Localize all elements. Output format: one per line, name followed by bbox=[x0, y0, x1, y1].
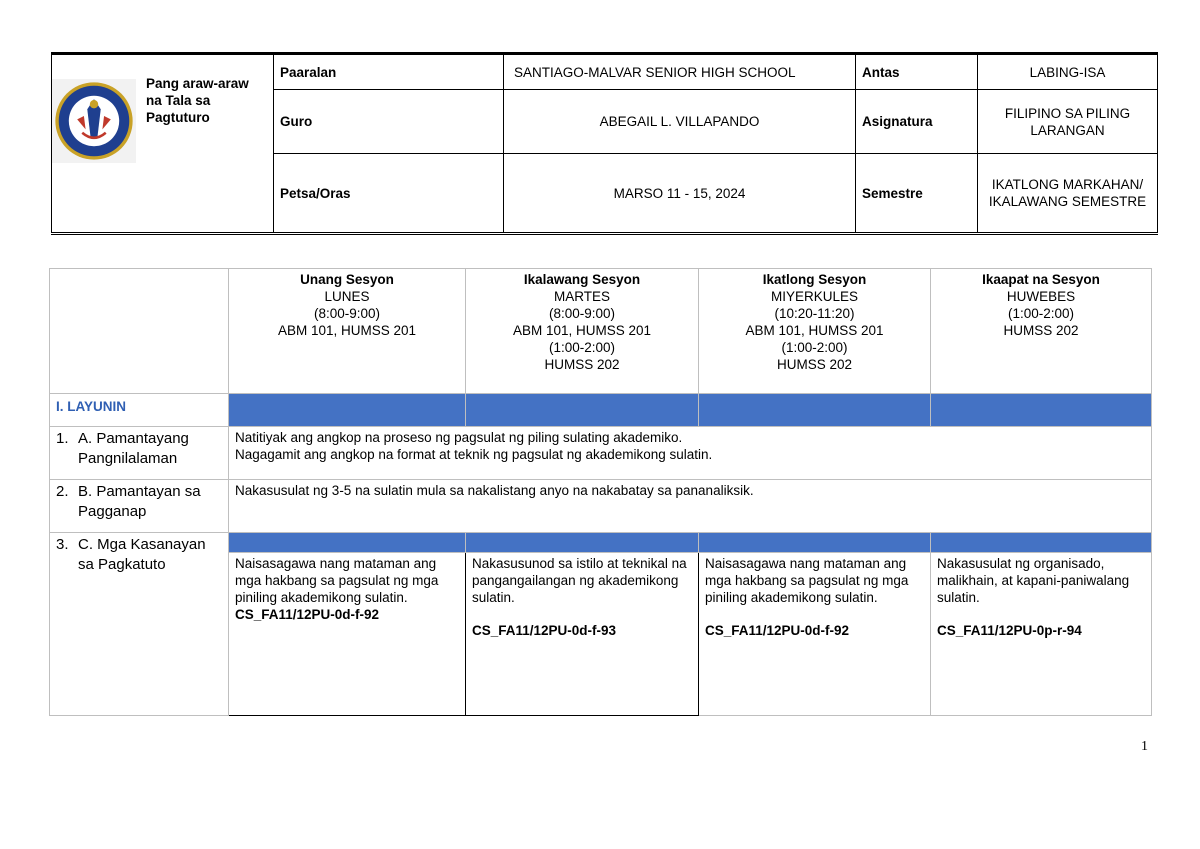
session-cell bbox=[229, 269, 466, 394]
label-asignatura: Asignatura bbox=[856, 90, 978, 154]
session-line: HUMSS 202 bbox=[1003, 323, 1079, 338]
session-line: ABM 101, HUMSS 201 bbox=[512, 323, 652, 338]
section-band bbox=[931, 533, 1152, 553]
item-label: C. Mga Kasanayan sa Pagkatuto bbox=[78, 536, 206, 573]
session-line: HUMSS 202 bbox=[776, 357, 853, 372]
competency-code: CS_FA11/12PU-0d-f-92 bbox=[235, 607, 380, 622]
competency-cell bbox=[699, 553, 931, 716]
competency-cell bbox=[466, 553, 699, 716]
session-line: (1:00-2:00) bbox=[781, 340, 848, 355]
item-number: 3. bbox=[56, 536, 69, 553]
session-title: Ikatlong Sesyon bbox=[762, 272, 867, 287]
section-band bbox=[466, 533, 699, 553]
deped-seal-icon bbox=[52, 79, 136, 163]
item-label: A. Pamantayang Pangnilalaman bbox=[78, 430, 189, 467]
competency-cell bbox=[931, 553, 1152, 716]
session-cell bbox=[931, 269, 1152, 394]
section-band bbox=[699, 394, 931, 427]
section-band bbox=[699, 533, 931, 553]
session-line: (10:20-11:20) bbox=[774, 306, 855, 321]
lesson-table bbox=[49, 268, 1152, 716]
item-row bbox=[50, 480, 1152, 533]
session-line: ABM 101, HUMSS 201 bbox=[745, 323, 884, 338]
document-title: Pang araw-araw na Tala sa Pagtuturo bbox=[146, 76, 249, 125]
item-number: 1. bbox=[56, 430, 69, 447]
header-table bbox=[51, 52, 1158, 235]
value-paaralan: SANTIAGO-MALVAR SENIOR HIGH SCHOOL bbox=[504, 54, 856, 90]
item-text-line: Nagagamit ang angkop na format at teknik ng pagsulat ng akademikong sulatin. bbox=[235, 447, 713, 462]
value-antas: LABING-ISA bbox=[978, 54, 1158, 90]
session-line: (8:00-9:00) bbox=[548, 306, 616, 321]
section-title: I. LAYUNIN bbox=[50, 394, 229, 427]
competency-code: CS_FA11/12PU-0p-r-94 bbox=[937, 623, 1082, 638]
session-title: Unang Sesyon bbox=[300, 272, 394, 287]
session-cell bbox=[466, 269, 699, 394]
session-day: LUNES bbox=[324, 289, 370, 304]
item-label-cell bbox=[50, 533, 229, 716]
competency-code: CS_FA11/12PU-0d-f-92 bbox=[705, 623, 850, 638]
competency-code: CS_FA11/12PU-0d-f-93 bbox=[472, 623, 617, 638]
session-line: (1:00-2:00) bbox=[548, 340, 616, 355]
competency-text: Nakasusulat ng organisado, malikhain, at kapani-paniwalang sulatin. bbox=[937, 556, 1130, 605]
section-band bbox=[229, 394, 466, 427]
session-day: HUWEBES bbox=[1006, 289, 1076, 304]
session-cell bbox=[699, 269, 931, 394]
label-guro: Guro bbox=[274, 90, 504, 154]
item-text-line: Natitiyak ang angkop na proseso ng pagsulat ng piling sulating akademiko. bbox=[235, 430, 683, 445]
label-petsa: Petsa/Oras bbox=[274, 154, 504, 234]
section-band bbox=[931, 394, 1152, 427]
session-line: ABM 101, HUMSS 201 bbox=[277, 323, 417, 338]
value-asignatura: FILIPINO SA PILING LARANGAN bbox=[978, 90, 1158, 154]
competency-text: Naisasagawa nang mataman ang mga hakbang sa pagsulat ng mga piniling akademikong sulatin. bbox=[235, 556, 439, 605]
competency-band-row bbox=[50, 533, 1152, 553]
item-label: B. Pamantayan sa Pagganap bbox=[78, 483, 201, 520]
sessions-row bbox=[50, 269, 1152, 394]
session-line: (8:00-9:00) bbox=[313, 306, 381, 321]
session-title: Ikaapat na Sesyon bbox=[982, 272, 1100, 287]
competency-text: Nakasusunod sa istilo at teknikal na pangangailangan ng akademikong sulatin. bbox=[472, 556, 687, 605]
section-row bbox=[50, 394, 1152, 427]
label-antas: Antas bbox=[856, 54, 978, 90]
item-row bbox=[50, 427, 1152, 480]
item-text-line: Nakasusulat ng 3-5 na sulatin mula sa nakalistang anyo na nakabatay sa pananaliksik. bbox=[235, 483, 754, 498]
item-label-cell bbox=[50, 427, 229, 480]
value-petsa: MARSO 11 - 15, 2024 bbox=[504, 154, 856, 234]
section-band bbox=[229, 533, 466, 553]
page-number: 1 bbox=[1141, 739, 1148, 754]
item-text-cell bbox=[229, 480, 1152, 533]
item-number: 2. bbox=[56, 483, 69, 500]
session-day: MIYERKULES bbox=[770, 289, 859, 304]
label-paaralan: Paaralan bbox=[274, 54, 504, 90]
label-semestre: Semestre bbox=[856, 154, 978, 234]
item-label-cell bbox=[50, 480, 229, 533]
session-line: (1:00-2:00) bbox=[1007, 306, 1075, 321]
section-band bbox=[466, 394, 699, 427]
value-guro: ABEGAIL L. VILLAPANDO bbox=[504, 90, 856, 154]
empty-corner-cell bbox=[50, 269, 229, 394]
value-semestre: IKATLONG MARKAHAN/ IKALAWANG SEMESTRE bbox=[978, 154, 1158, 234]
item-text-cell bbox=[229, 427, 1152, 480]
competency-text: Naisasagawa nang mataman ang mga hakbang sa pagsulat ng mga piniling akademikong sulatin. bbox=[705, 556, 909, 605]
session-line: HUMSS 202 bbox=[544, 357, 620, 372]
session-day: MARTES bbox=[553, 289, 610, 304]
competency-cell bbox=[229, 553, 466, 716]
logo-cell bbox=[52, 54, 274, 234]
session-title: Ikalawang Sesyon bbox=[523, 272, 641, 287]
